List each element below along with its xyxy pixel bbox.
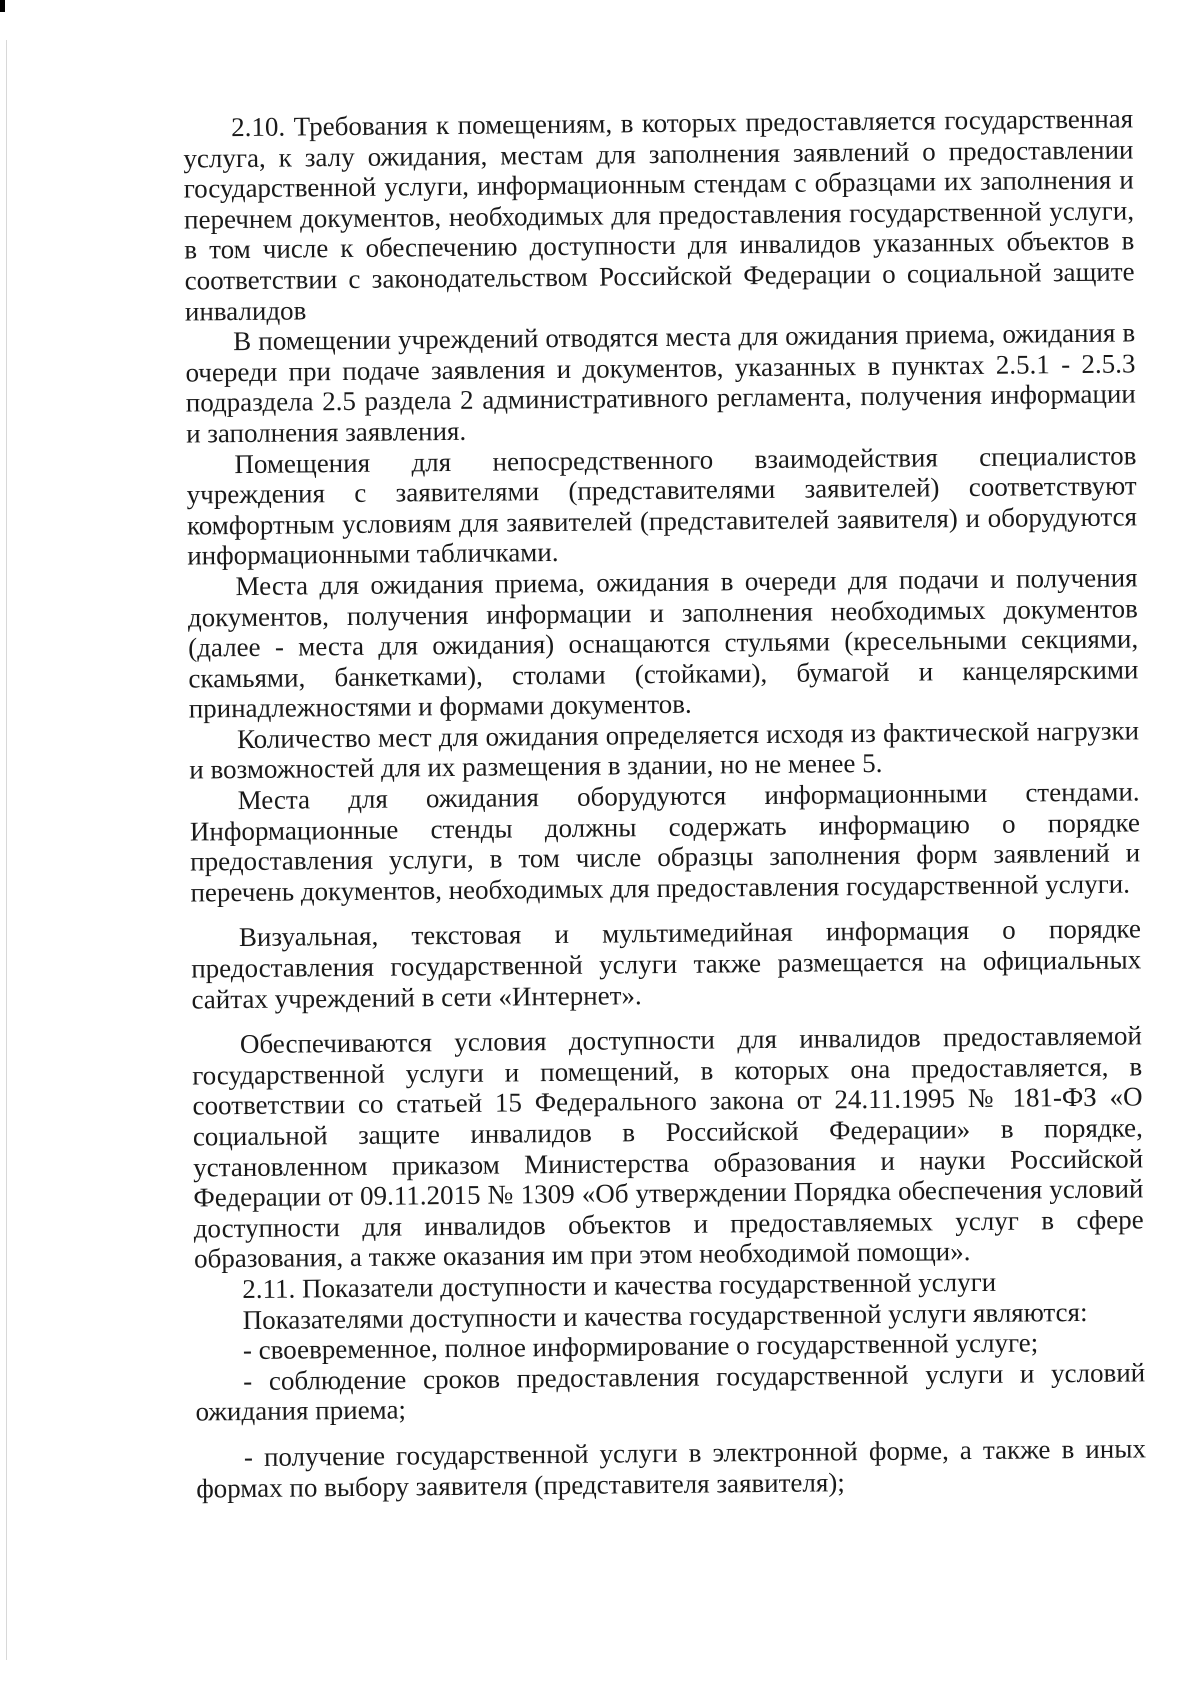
section-2-10-heading-paragraph: 2.10. Требования к помещениям, в которых предоставляется государственная услуга, к залу ожидания, местам для заполнения заявлений о предоставлении государственной услуги, информационным стендам с образцами их заполнения и перечнем документов, необходимых для предоставления государственной услуги, в том числе к обеспечению доступности для инвалидов указанных объектов в соответствии с законодательством Российской Федерации о социальной защите инвалидов: [183, 103, 1135, 327]
indicator-item-informing: - своевременное, полное информирование о государственной услуге;: [242, 1327, 1039, 1366]
waiting-places-paragraph: В помещении учреждений отводятся места для ожидания приема, ожидания в очереди при подаче заявления и документов, указанных в пунктах 2.5.1 - 2.5.3 подраздела 2.5 раздела 2 административного регламента, получения информации и заполнения заявления.: [185, 317, 1136, 449]
page-edge-line: [6, 40, 7, 1660]
indicators-intro-paragraph: Показателями доступности и качества государственной услуги являются:: [242, 1296, 1088, 1335]
waiting-places-count-paragraph: Количество мест для ожидания определяется исходя из фактической нагрузки и возможностей для их размещения в здании, но не менее 5.: [189, 715, 1140, 785]
waiting-places-equipment-paragraph: Места для ожидания приема, ожидания в очереди для подачи и получения документов, получения информации и заполнения необходимых документов (далее - места для ожидания) оснащаются стульями (кресельными секциями, скамьями, банкетками), столами (стойками), бумагой и канцелярскими принадлежностями и формами документов.: [187, 562, 1139, 724]
interaction-rooms-paragraph: Помещения для непосредственного взаимодействия специалистов учреждения с заявителями (представителями заявителей) соответствуют комфортным условиям для заявителей (представителей заявителя) и оборудуются информационными табличками.: [186, 439, 1138, 571]
section-2-11-heading-paragraph: 2.11. Показатели доступности и качества государственной услуги: [242, 1266, 997, 1305]
document-body: [183, 103, 1146, 1503]
accessibility-conditions-paragraph: Обеспечиваются условия доступности для инвалидов предоставляемой государственной услуги и помещений, в которых она предоставляется, в соответствии со статьей 15 Федерального закона от 24.11.1995 № 181-ФЗ «О социальной защите инвалидов в Российской Федерации» в порядке, установленном приказом Министерства образования и науки Российской Федерации от 09.11.2015 № 1309 «Об утверждении Порядка обеспечения условий доступности для инвалидов объектов и предоставляемых услуг в сфере образования, а также оказания им при этом необходимой помощи».: [192, 1020, 1144, 1274]
multimedia-information-paragraph: Визуальная, текстовая и мультимедийная информация о порядке предоставления государственной услуги также размещается на официальных сайтах учреждений в сети «Интернет».: [191, 913, 1142, 1015]
information-stands-paragraph: Места для ожидания оборудуются информационными стендами. Информационные стенды должны содержать информацию о порядке предоставления услуги, в том числе образцы заполнения форм заявлений и перечень документов, необходимых для предоставления государственной услуги.: [189, 776, 1141, 908]
scan-corner-mark: [0, 0, 5, 12]
indicator-item-deadlines: - соблюдение сроков предоставления государственной услуги и условий ожидания приема;: [195, 1357, 1146, 1427]
indicator-item-electronic-form: - получение государственной услуги в электронной форме, а также в иных формах по выбору заявителя (представителя заявителя);: [196, 1433, 1147, 1504]
